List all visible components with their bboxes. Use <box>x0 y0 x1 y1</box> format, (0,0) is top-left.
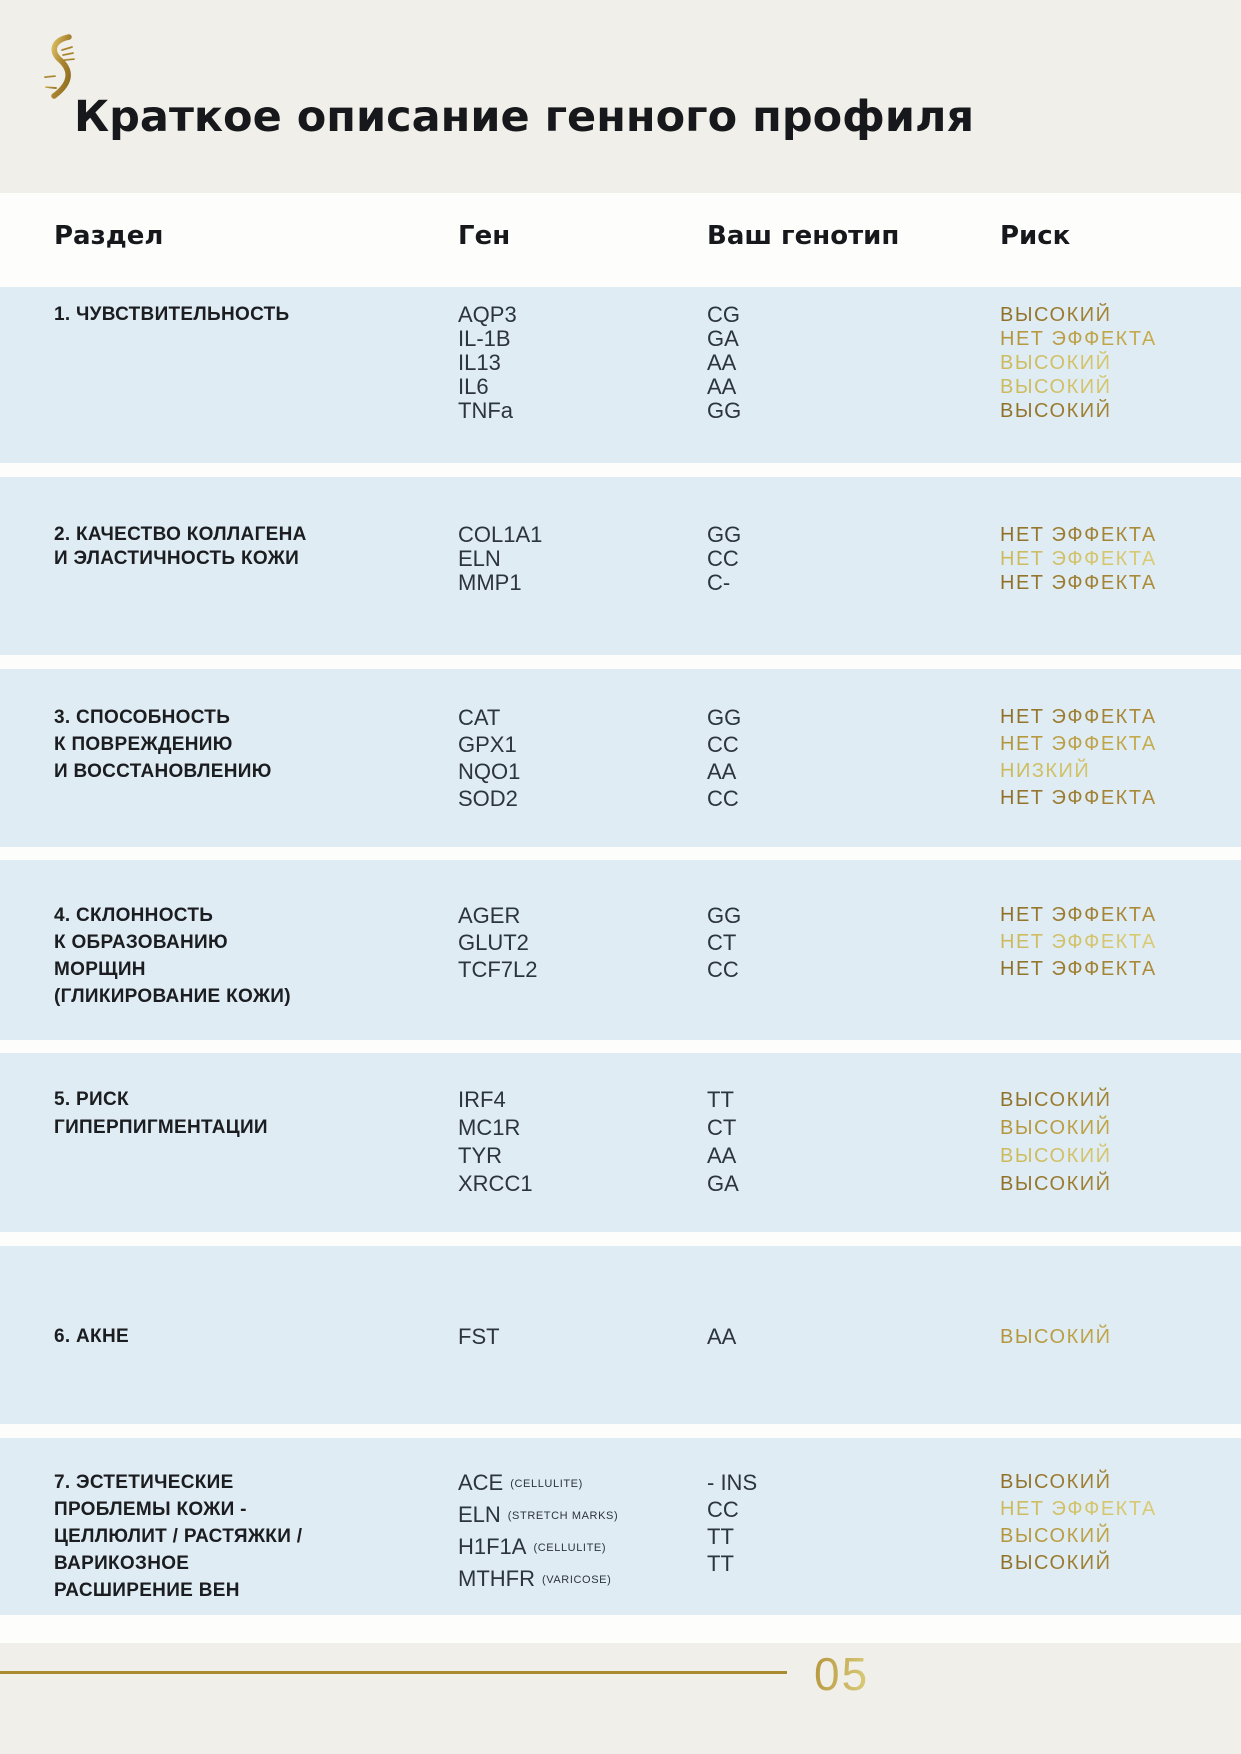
gene-symbol: MC1R <box>458 1115 521 1140</box>
gene-name <box>458 523 707 547</box>
risk-label: ВЫСОКИЙ <box>1000 1086 1241 1114</box>
risk-column <box>1000 1086 1241 1198</box>
gene-name <box>458 758 707 785</box>
genotype-value: CC <box>707 546 739 571</box>
genotype-value: GA <box>707 326 739 351</box>
section-title-line: (ГЛИКИРОВАНИЕ КОЖИ) <box>54 986 291 1007</box>
section-title-column <box>54 1086 458 1142</box>
gene-name <box>458 571 707 595</box>
gene-name <box>458 1469 707 1501</box>
section-title-line: 6. АКНЕ <box>54 1326 129 1347</box>
genotype-column <box>707 704 1000 812</box>
genotype-value: CC <box>707 732 739 757</box>
profile-section-band <box>0 1246 1241 1424</box>
gene-symbol: CAT <box>458 705 501 730</box>
gene-column <box>458 523 707 595</box>
gene-name <box>458 351 707 375</box>
gene-column <box>458 1086 707 1198</box>
gene-name <box>458 327 707 351</box>
risk-label: НЕТ ЭФФЕКТА <box>1000 547 1241 571</box>
gene-profile-table <box>0 193 1241 1643</box>
profile-section-band <box>0 287 1241 463</box>
section-title-line: 3. СПОСОБНОСТЬ <box>54 707 231 728</box>
genotype-value: AA <box>707 350 737 375</box>
gene-symbol: AGER <box>458 903 521 928</box>
section-title-line: 1. ЧУВСТВИТЕЛЬНОСТЬ <box>54 304 290 325</box>
genotype-column <box>707 303 1000 423</box>
gene-symbol: FST <box>458 1324 500 1349</box>
profile-section-band <box>0 860 1241 1040</box>
profile-section-band <box>0 477 1241 655</box>
risk-label: ВЫСОКИЙ <box>1000 1523 1241 1550</box>
gene-symbol: ACE <box>458 1470 504 1495</box>
section-title-line: РАСШИРЕНИЕ ВЕН <box>54 1580 240 1601</box>
page-footer <box>0 1643 1241 1754</box>
risk-label: НЕТ ЭФФЕКТА <box>1000 902 1241 929</box>
gene-sublabel: (VARICOSE) <box>541 1574 612 1586</box>
risk-label: НИЗКИЙ <box>1000 758 1241 785</box>
genotype-value: GA <box>707 1171 739 1196</box>
gene-symbol: GLUT2 <box>458 930 529 955</box>
genotype-column <box>707 1324 1000 1350</box>
gene-sublabel: (CELLULITE) <box>533 1542 607 1554</box>
risk-column <box>1000 1324 1241 1350</box>
section-title-column <box>54 1469 458 1604</box>
section-title-line: И ЭЛАСТИЧНОСТЬ КОЖИ <box>54 548 300 569</box>
genotype-value: GG <box>707 903 742 928</box>
risk-column <box>1000 303 1241 423</box>
risk-label: НЕТ ЭФФЕКТА <box>1000 956 1241 983</box>
gene-name <box>458 1142 707 1170</box>
gene-symbol: ELN <box>458 1502 501 1527</box>
gene-column <box>458 1469 707 1597</box>
gene-symbol: NQO1 <box>458 759 521 784</box>
gene-name <box>458 929 707 956</box>
gene-name <box>458 1114 707 1142</box>
gene-symbol: COL1A1 <box>458 522 543 547</box>
risk-label: НЕТ ЭФФЕКТА <box>1000 523 1241 547</box>
gene-column <box>458 303 707 423</box>
column-header-section: Раздел <box>54 221 164 251</box>
risk-label: НЕТ ЭФФЕКТА <box>1000 327 1241 351</box>
gene-column <box>458 704 707 812</box>
section-title-line: 4. СКЛОННОСТЬ <box>54 905 214 926</box>
gene-name <box>458 902 707 929</box>
gene-name <box>458 1501 707 1533</box>
gene-sublabel: (STRETCH MARKS) <box>507 1510 619 1522</box>
gene-symbol: SOD2 <box>458 786 518 811</box>
page-title: Краткое описание генного профиля <box>74 92 975 142</box>
genotype-value: GG <box>707 398 742 423</box>
genotype-column <box>707 902 1000 983</box>
section-title-column <box>54 704 458 785</box>
gene-name <box>458 1533 707 1565</box>
gene-symbol: IL6 <box>458 374 489 399</box>
genotype-value: TT <box>707 1087 734 1112</box>
genotype-value: GG <box>707 705 742 730</box>
gene-symbol: TYR <box>458 1143 502 1168</box>
footer-gold-rule <box>0 1671 787 1674</box>
section-title-line: ГИПЕРПИГМЕНТАЦИИ <box>54 1117 268 1138</box>
genotype-value: C- <box>707 570 731 595</box>
genotype-value: AA <box>707 374 737 399</box>
risk-column <box>1000 1469 1241 1577</box>
gene-sublabel: (CELLULITE) <box>510 1478 583 1490</box>
genotype-value: AA <box>707 1324 737 1349</box>
section-title-line: ЦЕЛЛЮЛИТ / РАСТЯЖКИ / <box>54 1526 303 1547</box>
genotype-value: CC <box>707 957 739 982</box>
profile-section-band <box>0 1438 1241 1615</box>
section-title-line: И ВОССТАНОВЛЕНИЮ <box>54 761 272 782</box>
genotype-value: CG <box>707 302 740 327</box>
section-title-line: 2. КАЧЕСТВО КОЛЛАГЕНА <box>54 524 307 545</box>
gene-symbol: IL-1B <box>458 326 511 351</box>
risk-label: ВЫСОКИЙ <box>1000 1142 1241 1170</box>
gene-symbol: IRF4 <box>458 1087 506 1112</box>
risk-label: ВЫСОКИЙ <box>1000 1550 1241 1577</box>
section-title-line: К ОБРАЗОВАНИЮ <box>54 932 228 953</box>
risk-column <box>1000 523 1241 595</box>
genotype-value: CT <box>707 930 737 955</box>
risk-label: НЕТ ЭФФЕКТА <box>1000 731 1241 758</box>
risk-label: НЕТ ЭФФЕКТА <box>1000 1496 1241 1523</box>
section-title-column <box>54 902 458 1010</box>
section-title-column <box>54 523 458 571</box>
section-title-line: МОРЩИН <box>54 959 146 980</box>
column-header-risk: Риск <box>1000 221 1071 251</box>
gene-name <box>458 399 707 423</box>
dna-helix-icon <box>42 34 76 102</box>
profile-section-band <box>0 669 1241 847</box>
table-header-row <box>0 193 1241 287</box>
gene-name <box>458 704 707 731</box>
risk-label: ВЫСОКИЙ <box>1000 375 1241 399</box>
gene-symbol: MMP1 <box>458 570 522 595</box>
gene-name <box>458 547 707 571</box>
table-bottom-gap <box>0 1615 1241 1643</box>
risk-label: ВЫСОКИЙ <box>1000 351 1241 375</box>
page-header <box>0 0 1241 193</box>
gene-name <box>458 785 707 812</box>
gene-name <box>458 375 707 399</box>
page-number: 05 <box>814 1648 870 1700</box>
risk-label: ВЫСОКИЙ <box>1000 303 1241 327</box>
gene-column <box>458 1324 707 1350</box>
gene-symbol: MTHFR <box>458 1566 535 1591</box>
gene-symbol: GPX1 <box>458 732 517 757</box>
gene-symbol: XRCC1 <box>458 1171 533 1196</box>
risk-label: НЕТ ЭФФЕКТА <box>1000 704 1241 731</box>
gene-column <box>458 902 707 983</box>
genotype-value: AA <box>707 759 737 784</box>
genotype-column <box>707 1086 1000 1198</box>
gene-name <box>458 1170 707 1198</box>
gene-name <box>458 303 707 327</box>
genotype-value: CT <box>707 1115 737 1140</box>
genotype-value: CC <box>707 1497 739 1522</box>
gene-symbol: TCF7L2 <box>458 957 538 982</box>
risk-label: НЕТ ЭФФЕКТА <box>1000 929 1241 956</box>
profile-section-band <box>0 1053 1241 1232</box>
risk-label: НЕТ ЭФФЕКТА <box>1000 785 1241 812</box>
risk-column <box>1000 902 1241 983</box>
section-title-line: К ПОВРЕЖДЕНИЮ <box>54 734 233 755</box>
genotype-value: CC <box>707 786 739 811</box>
gene-symbol: IL13 <box>458 350 501 375</box>
gene-symbol: H1F1A <box>458 1534 527 1559</box>
genotype-value: TT <box>707 1524 734 1549</box>
gene-name <box>458 731 707 758</box>
gene-symbol: TNFa <box>458 398 513 423</box>
section-title-line: 7. ЭСТЕТИЧЕСКИЕ <box>54 1472 234 1493</box>
section-title-column <box>54 303 458 327</box>
section-title-column <box>54 1324 458 1350</box>
risk-label: ВЫСОКИЙ <box>1000 1170 1241 1198</box>
risk-label: НЕТ ЭФФЕКТА <box>1000 571 1241 595</box>
column-header-genotype: Ваш генотип <box>707 221 900 251</box>
risk-column <box>1000 704 1241 812</box>
section-title-line: ПРОБЛЕМЫ КОЖИ - <box>54 1499 247 1520</box>
gene-name <box>458 1324 707 1350</box>
column-header-gene: Ген <box>458 221 511 251</box>
risk-label: ВЫСОКИЙ <box>1000 1324 1241 1350</box>
gene-symbol: AQP3 <box>458 302 517 327</box>
gene-name <box>458 956 707 983</box>
gene-name <box>458 1565 707 1597</box>
section-title-line: ВАРИКОЗНОЕ <box>54 1553 190 1574</box>
genotype-column <box>707 1469 1000 1577</box>
gene-name <box>458 1086 707 1114</box>
genotype-value: TT <box>707 1551 734 1576</box>
genotype-value: GG <box>707 522 742 547</box>
risk-label: ВЫСОКИЙ <box>1000 1114 1241 1142</box>
section-title-line: 5. РИСК <box>54 1089 129 1110</box>
risk-label: ВЫСОКИЙ <box>1000 399 1241 423</box>
genotype-value: - INS <box>707 1470 758 1495</box>
gene-symbol: ELN <box>458 546 501 571</box>
section-bands <box>0 287 1241 1615</box>
genotype-value: AA <box>707 1143 737 1168</box>
genotype-column <box>707 523 1000 595</box>
risk-label: ВЫСОКИЙ <box>1000 1469 1241 1496</box>
